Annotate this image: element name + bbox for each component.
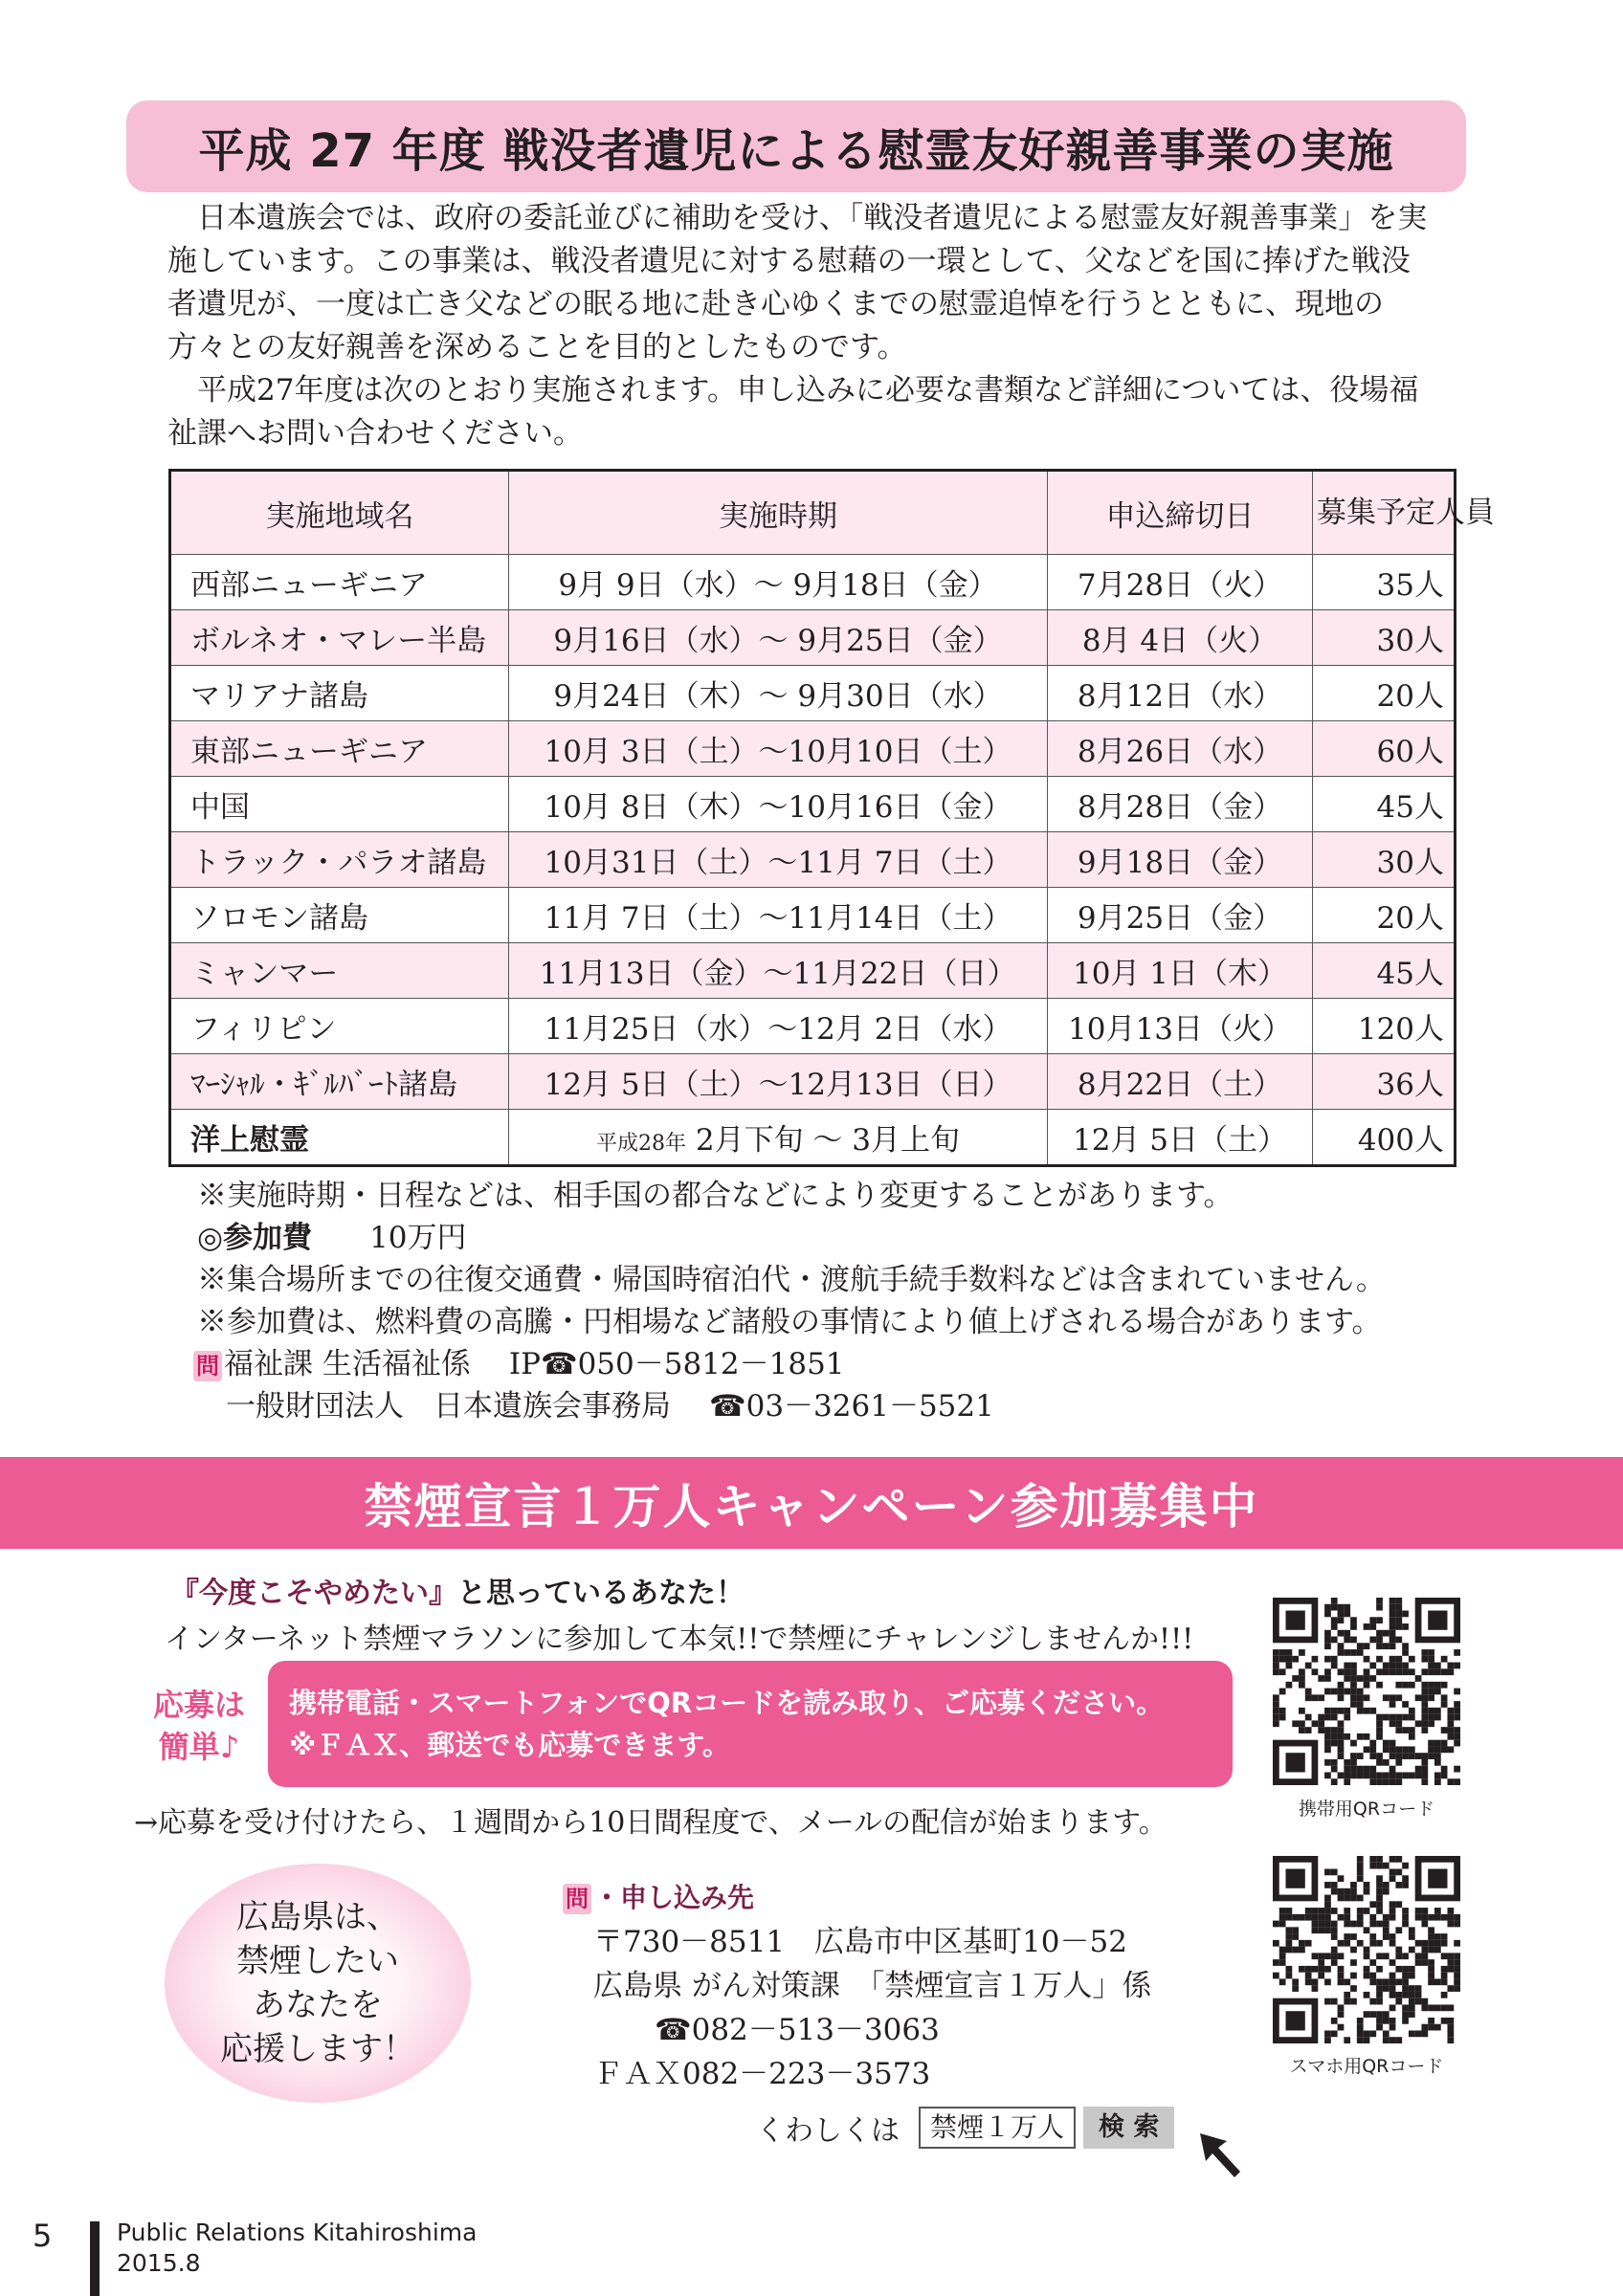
cell-deadline: 10月 1日（木） (1048, 943, 1313, 999)
challenge-text: インターネット禁煙マラソンに参加して本気!!で禁煙にチャレンジしませんか!!! (165, 1623, 1194, 1656)
section1-intro (167, 197, 1435, 455)
table-row (170, 888, 1456, 943)
fee-value: 10万円 (369, 1221, 467, 1255)
cell-period: 10月31日（土）～11月 7日（土） (509, 832, 1048, 888)
contact-address: 〒730－8511 広島市中区基町10－52 (593, 1925, 1127, 1959)
publication-issue: 2015.8 (117, 2249, 201, 2277)
cell-deadline: 8月22日（土） (1048, 1054, 1313, 1110)
cell-period: 11月 7日（土）～11月14日（土） (509, 888, 1048, 943)
header-period: 実施時期 (509, 471, 1048, 555)
cell-capacity: 60人 (1313, 721, 1456, 777)
cell-deadline: 12月 5日（土） (1048, 1110, 1313, 1166)
section2-banner: 禁煙宣言１万人キャンペーン参加募集中 (0, 1457, 1623, 1549)
cell-area: ミャンマー (170, 943, 509, 999)
table-header-row (170, 471, 1456, 555)
cell-area: ソロモン諸島 (170, 888, 509, 943)
cell-deadline: 9月18日（金） (1048, 832, 1313, 888)
cell-deadline: 8月26日（水） (1048, 721, 1313, 777)
publication-name: Public Relations Kitahiroshima (117, 2219, 478, 2246)
contact1-name: 福祉課 生活福祉係 (224, 1347, 471, 1381)
cell-area: 西部ニューギニア (170, 555, 509, 610)
cell-capacity: 36人 (1313, 1054, 1456, 1110)
support-line: あなたを (253, 1986, 383, 2024)
cell-area: 東部ニューギニア (170, 721, 509, 777)
support-message (220, 1895, 415, 2071)
note-schedule-change: ※実施時期・日程などは、相手国の都合などにより変更することがあります。 (197, 1179, 1234, 1213)
mobile-qr-code[interactable] (1273, 1598, 1460, 1785)
table-row (170, 832, 1456, 888)
cell-deadline: 9月25日（金） (1048, 888, 1313, 943)
section1-notes (197, 1175, 1460, 1427)
table-row (170, 999, 1456, 1054)
cell-period (509, 1110, 1048, 1166)
note-price-increase: ※参加費は、燃料費の高騰・円相場など諸般の事情により値上げされる場合があります。 (197, 1305, 1382, 1339)
intro-paragraph-2: 平成27年度は次のとおり実施されます。申し込みに必要な書類など詳細については、役場福祉課へお問い合わせください。 (167, 373, 1419, 451)
schedule-table (168, 469, 1495, 1167)
cell-capacity: 35人 (1313, 555, 1456, 610)
header-deadline: 申込締切日 (1048, 471, 1313, 555)
lead-quote: 『今度こそやめたい』 (170, 1577, 457, 1610)
cell-deadline: 8月12日（水） (1048, 666, 1313, 721)
inquiry-icon: 問 (563, 1884, 591, 1914)
section2-lead (170, 1569, 745, 1611)
cell-area: マリアナ諸島 (170, 666, 509, 721)
cell-deadline: 10月13日（火） (1048, 999, 1313, 1054)
contact-fax: ＦＡＸ082－223－3573 (593, 2057, 931, 2091)
cell-period: 11月25日（水）～12月 2日（水） (509, 999, 1048, 1054)
header-capacity: 募集予定人員 (1313, 471, 1456, 555)
contact1-tel: IP☎050－5812－1851 (508, 1347, 845, 1381)
cell-period: 10月 8日（木）～10月16日（金） (509, 777, 1048, 832)
cell-deadline: 8月28日（金） (1048, 777, 1313, 832)
application-contact (563, 1875, 1151, 2096)
cell-period: 9月16日（水）～ 9月25日（金） (509, 610, 1048, 666)
support-line: 広島県は、 (236, 1898, 399, 1936)
support-message-circle (165, 1864, 471, 2103)
search-row (756, 2107, 1174, 2149)
apply-instruction-1: 携帯電話・スマートフォンでQRコードを読み取り、ご応募ください。 (289, 1687, 1165, 1719)
cell-period: 10月 3日（土）～10月10日（土） (509, 721, 1048, 777)
table-row (170, 721, 1456, 777)
cell-capacity: 120人 (1313, 999, 1456, 1054)
contact-heading (563, 1875, 1151, 1920)
cell-area: 洋上慰霊 (170, 1110, 509, 1166)
search-prefix: くわしくは (756, 2114, 900, 2148)
inquiry-icon: 問 (193, 1351, 222, 1381)
page-number: 5 (33, 2218, 53, 2254)
cell-capacity: 30人 (1313, 832, 1456, 888)
cell-capacity: 30人 (1313, 610, 1456, 666)
support-line: 禁煙したい (236, 1942, 399, 1980)
cell-period: 9月 9日（水）～ 9月18日（金） (509, 555, 1048, 610)
cursor-arrow-icon (1198, 2131, 1248, 2181)
cell-capacity: 45人 (1313, 943, 1456, 999)
table-row (170, 666, 1456, 721)
fee-label: ◎参加費 (197, 1221, 313, 1255)
apply-label-line2: 簡単♪ (158, 1729, 240, 1765)
search-input[interactable]: 禁煙１万人 (919, 2107, 1076, 2149)
contact-heading-text: ・申し込み先 (593, 1882, 755, 1913)
era-label: 平成28年 (595, 1132, 686, 1156)
contact2-tel: ☎03－3261－5521 (709, 1389, 994, 1424)
contact2-name: 一般財団法人 日本遺族会事務局 (226, 1389, 671, 1424)
note-excluded-costs: ※集合場所までの往復交通費・帰国時宿泊代・渡航手続手数料などは含まれていません。 (197, 1263, 1386, 1297)
table-row (170, 943, 1456, 999)
cell-capacity: 400人 (1313, 1110, 1456, 1166)
support-line: 応援します！ (220, 2030, 415, 2068)
delivery-note: →応募を受け付けたら、１週間から10日間程度で、メールの配信が始まります。 (134, 1806, 1167, 1840)
cell-area: ﾏｰｼｬﾙ・ｷﾞﾙﾊﾞｰﾄ諸島 (170, 1054, 509, 1110)
header-area: 実施地域名 (170, 471, 509, 555)
cell-deadline: 7月28日（火） (1048, 555, 1313, 610)
intro-paragraph-1: 日本遺族会では、政府の委託並びに補助を受け、「戦没者遺児による慰霊友好親善事業」を実施しています。この事業は、戦没者遺児に対する慰藉の一環として、父などを国に捧げた戦没者遺児が、一度は亡き父などの眠る地に赴き心ゆくまでの慰霊追悼を行うとともに、現地の方々との友好親善を深めることを目的としたものです。 (167, 201, 1428, 364)
contact-line-1 (193, 1343, 1460, 1385)
cell-area: フィリピン (170, 999, 509, 1054)
cell-period: 12月 5日（土）～12月13日（日） (509, 1054, 1048, 1110)
cell-period: 9月24日（木）～ 9月30日（水） (509, 666, 1048, 721)
footer-publication (117, 2218, 477, 2279)
contact-line-2 (197, 1385, 1460, 1427)
smartphone-qr-code[interactable] (1273, 1856, 1460, 2043)
contact-dept: 広島県 がん対策課 「禁煙宣言１万人」係 (593, 1969, 1152, 2003)
table-row (170, 610, 1456, 666)
table-row (170, 777, 1456, 832)
cell-area: トラック・パラオ諸島 (170, 832, 509, 888)
search-button[interactable]: 検 索 (1083, 2107, 1174, 2149)
cell-area: 中国 (170, 777, 509, 832)
cell-area: ボルネオ・マレー半島 (170, 610, 509, 666)
cell-capacity: 20人 (1313, 666, 1456, 721)
apply-instructions-box (268, 1661, 1233, 1787)
lead-rest: と思っているあなた！ (457, 1577, 745, 1610)
apply-label (142, 1684, 256, 1768)
section1-title: 平成 27 年度 戦没者遺児による慰霊友好親善事業の実施 (126, 100, 1466, 192)
apply-label-line1: 応募は (152, 1687, 245, 1723)
smartphone-qr-caption: スマホ用QRコード (1289, 2056, 1444, 2077)
period-text: 2月下旬 ～ 3月上旬 (695, 1123, 960, 1158)
cell-deadline: 8月 4日（火） (1048, 610, 1313, 666)
table-row (170, 1110, 1456, 1166)
table-row (170, 1054, 1456, 1110)
cell-capacity: 20人 (1313, 888, 1456, 943)
fee-line (197, 1217, 1460, 1259)
cell-capacity: 45人 (1313, 777, 1456, 832)
table-row (170, 555, 1456, 610)
mobile-qr-caption: 携帯用QRコード (1298, 1799, 1435, 1820)
apply-instruction-2: ※ＦＡＸ、郵送でも応募できます。 (289, 1729, 730, 1761)
contact-tel: ☎082－513－3063 (655, 2013, 940, 2047)
cell-period: 11月13日（金）～11月22日（日） (509, 943, 1048, 999)
footer-divider (90, 2221, 100, 2296)
